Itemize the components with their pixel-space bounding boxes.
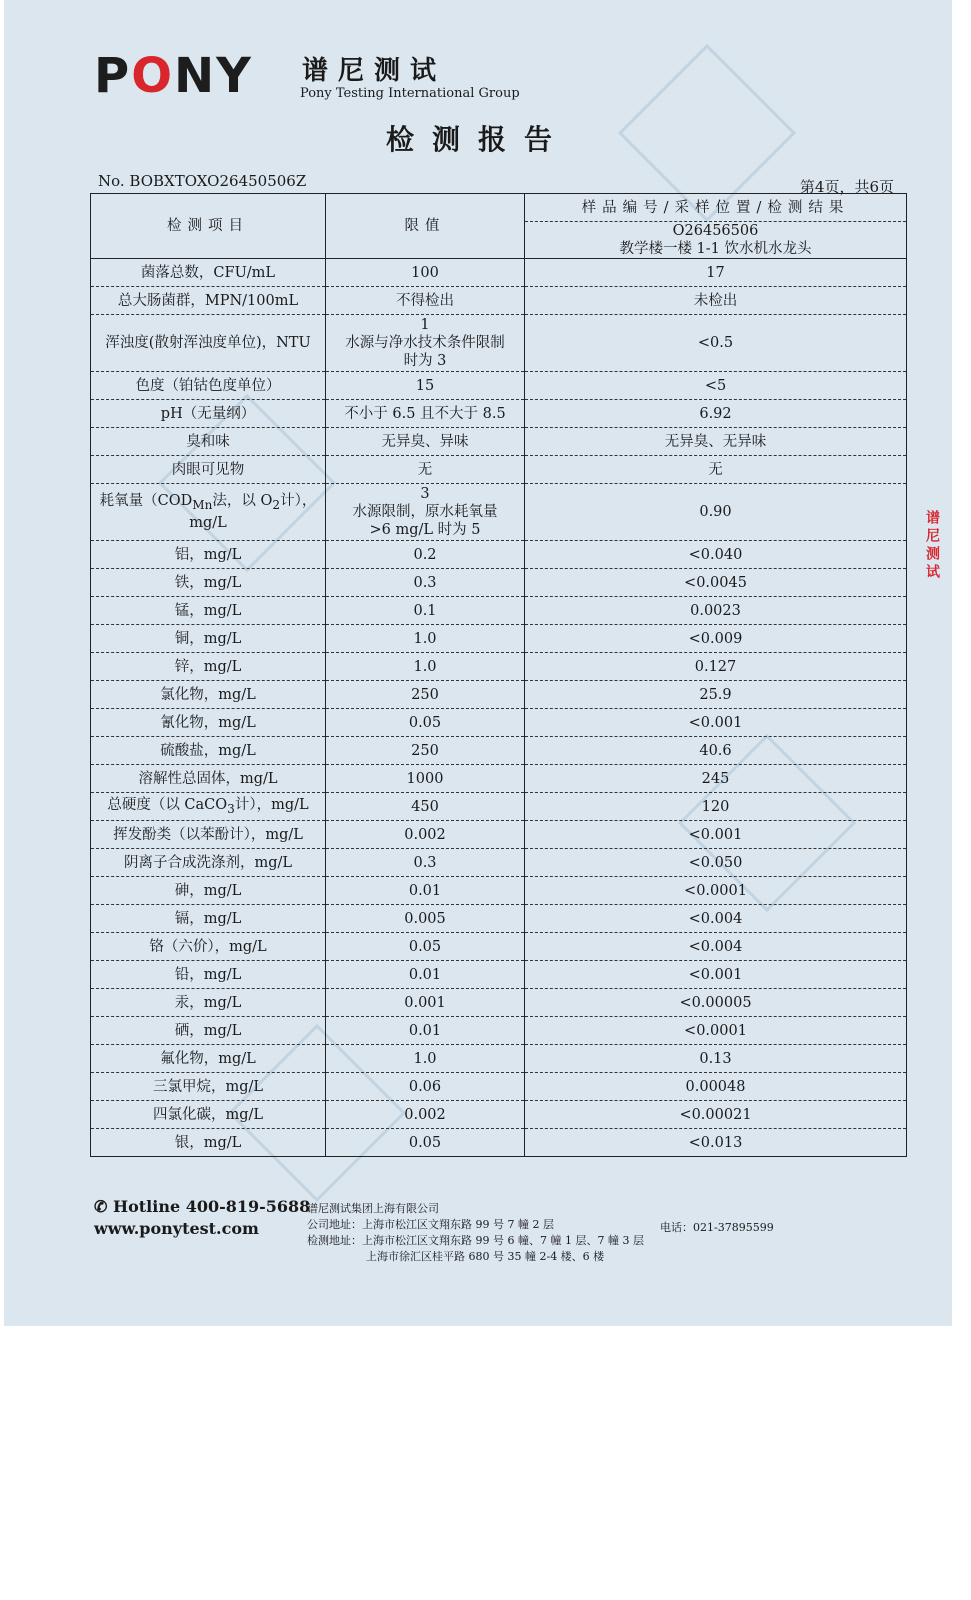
cell-limit (326, 989, 525, 1017)
cell-text: 0.05 (408, 1134, 442, 1151)
cell-limit (326, 849, 525, 877)
cell-result (525, 793, 907, 821)
cell-text: 计）， (280, 493, 317, 510)
cell-result (525, 428, 907, 456)
cell-text: 总硬度（以 CaCO (107, 796, 228, 813)
website-link[interactable]: www.ponytest.com (94, 1219, 259, 1238)
cell-text: 银，mg/L (174, 1134, 242, 1151)
cell-limit (326, 681, 525, 709)
report-number: No. BOBXTOXO26450506Z (98, 172, 307, 190)
table-row (91, 737, 907, 765)
cell-result (525, 372, 907, 400)
cell-text: 0.01 (408, 966, 442, 983)
cell-result (525, 1017, 907, 1045)
cell-text: 0.06 (408, 1078, 442, 1095)
cell-limit (326, 287, 525, 315)
table-row (91, 961, 907, 989)
cell-text: <0.009 (688, 630, 743, 647)
cell-text: 硒，mg/L (174, 1022, 242, 1039)
cell-text: 1000 (406, 770, 444, 787)
cell-item (91, 372, 326, 400)
cell-item (91, 737, 326, 765)
cell-subscript: 3 (227, 801, 235, 816)
cell-limit (326, 1017, 525, 1045)
table-row (91, 1129, 907, 1157)
cell-limit (326, 400, 525, 428)
table-row (91, 1017, 907, 1045)
cell-text: <0.001 (688, 966, 743, 983)
cell-text: 氰化物，mg/L (160, 714, 256, 731)
cell-item (91, 765, 326, 793)
report-page (4, 0, 952, 1326)
cell-result (525, 681, 907, 709)
logo-wordmark: PONY (94, 48, 253, 104)
cell-text: 0.90 (699, 504, 732, 520)
cell-text: 0.002 (404, 1106, 446, 1123)
cell-limit (326, 625, 525, 653)
cell-text: 水源与净水技术条件限制 (345, 335, 505, 351)
table-row (91, 259, 907, 287)
cell-item (91, 259, 326, 287)
cell-item (91, 1017, 326, 1045)
cell-result (525, 989, 907, 1017)
cell-text: 未检出 (693, 292, 738, 309)
table-row (91, 315, 907, 372)
table-row (91, 1045, 907, 1073)
report-title: 检测报告 (385, 123, 570, 156)
cell-item (91, 287, 326, 315)
cell-limit (326, 259, 525, 287)
cell-text: 0.127 (694, 658, 737, 675)
cell-text: 挥发酚类（以苯酚计），mg/L (113, 826, 303, 843)
cell-item (91, 933, 326, 961)
cell-result (525, 877, 907, 905)
cell-text: <0.040 (688, 546, 743, 563)
table-row (91, 372, 907, 400)
cell-item (91, 877, 326, 905)
cell-limit (326, 541, 525, 569)
sample-info (525, 222, 907, 259)
table-row (91, 484, 907, 541)
cell-result (525, 821, 907, 849)
cell-limit (326, 1045, 525, 1073)
table-row (91, 709, 907, 737)
cell-text: <0.004 (688, 910, 743, 927)
cell-result (525, 849, 907, 877)
cell-limit (326, 372, 525, 400)
cell-result (525, 315, 907, 372)
cell-text: 铅，mg/L (174, 966, 242, 983)
cell-text: mg/L (189, 514, 227, 531)
cell-result (525, 709, 907, 737)
footer-contact (94, 1197, 310, 1241)
cell-text: 铜，mg/L (174, 630, 242, 647)
cell-text: 100 (411, 264, 439, 281)
table-row (91, 541, 907, 569)
cell-item (91, 849, 326, 877)
cell-text: 450 (411, 798, 439, 815)
cell-text: 6.92 (699, 405, 732, 422)
cell-text: 色度（铂钴色度单位） (135, 377, 281, 394)
cell-text: 不小于 6.5 且不大于 8.5 (344, 405, 506, 422)
table-row (91, 428, 907, 456)
cell-text: 3 (420, 486, 430, 502)
cell-text: 耗氧量（COD (99, 493, 193, 510)
cell-text: 1.0 (413, 630, 437, 647)
cell-item (91, 456, 326, 484)
cell-text: <0.0001 (684, 882, 747, 899)
table-row (91, 905, 907, 933)
header-limit: 限值 (326, 194, 525, 259)
cell-text: 0.05 (408, 938, 442, 955)
cell-item (91, 400, 326, 428)
cell-limit (326, 765, 525, 793)
cell-item (91, 541, 326, 569)
cell-limit (326, 597, 525, 625)
cell-item (91, 989, 326, 1017)
cell-text: 无异臭、异味 (381, 433, 469, 450)
cell-result (525, 1045, 907, 1073)
cell-text: >6 mg/L 时为 5 (369, 522, 481, 538)
sample-id: O26456506 (672, 223, 759, 239)
cell-text: 肉眼可见物 (171, 461, 245, 478)
cell-result (525, 1073, 907, 1101)
cell-text: 铬（六价），mg/L (149, 938, 267, 955)
cell-text: 15 (415, 377, 435, 394)
cell-limit (326, 793, 525, 821)
cell-limit (326, 821, 525, 849)
cell-text: 无异臭、无异味 (664, 433, 767, 450)
table-row (91, 821, 907, 849)
cell-limit (326, 877, 525, 905)
cell-result (525, 653, 907, 681)
sample-location: 教学楼一楼 1-1 饮水机水龙头 (619, 241, 812, 257)
footer-phone: 电话：021-37895599 (660, 1221, 774, 1234)
cell-text: <0.050 (688, 854, 743, 871)
cell-limit (326, 653, 525, 681)
header-item: 检测项目 (91, 194, 326, 259)
table-row (91, 625, 907, 653)
cell-text: pH（无量纲） (160, 405, 256, 422)
cell-text: 汞，mg/L (174, 994, 242, 1011)
cell-text: 砷，mg/L (174, 882, 242, 899)
cell-limit (326, 933, 525, 961)
table-row (91, 681, 907, 709)
cell-text: 浑浊度(散射浑浊度单位)，NTU (105, 335, 311, 351)
table-row (91, 287, 907, 315)
cell-result (525, 456, 907, 484)
cell-limit (326, 428, 525, 456)
table-row (91, 1073, 907, 1101)
cell-limit (326, 315, 525, 372)
cell-item (91, 597, 326, 625)
table-row (91, 400, 907, 428)
cell-item (91, 1101, 326, 1129)
table-row (91, 933, 907, 961)
table-body (91, 259, 907, 1157)
cell-item (91, 653, 326, 681)
company-logo (94, 48, 520, 104)
cell-result (525, 765, 907, 793)
hotline: ✆ Hotline 400-819-5688 (94, 1197, 311, 1216)
cell-subscript: 2 (272, 497, 281, 512)
cell-result (525, 400, 907, 428)
cell-text: <0.00021 (679, 1106, 752, 1123)
cell-text: 0.01 (408, 1022, 442, 1039)
cell-result (525, 259, 907, 287)
cell-item (91, 315, 326, 372)
cell-text: 总大肠菌群，MPN/100mL (117, 292, 299, 309)
cell-text: 0.1 (413, 602, 437, 619)
lab-address: 检测地址：上海市松江区文翔东路 99 号 6 幢、7 幢 1 层、7 幢 3 层 (307, 1234, 644, 1247)
cell-result (525, 961, 907, 989)
cell-text: 氟化物，mg/L (160, 1050, 256, 1067)
cell-limit (326, 1129, 525, 1157)
cell-text: 0.01 (408, 882, 442, 899)
cell-item (91, 1073, 326, 1101)
cell-result (525, 933, 907, 961)
cell-text: 0.3 (413, 574, 437, 591)
cell-result (525, 737, 907, 765)
cell-limit (326, 1073, 525, 1101)
cell-item (91, 428, 326, 456)
table-row (91, 569, 907, 597)
cell-text: 0.002 (404, 826, 446, 843)
cell-item (91, 484, 326, 541)
cell-text: <0.00005 (679, 994, 752, 1011)
cell-text: 0.005 (404, 910, 446, 927)
cell-text: <0.5 (697, 335, 734, 351)
table-row (91, 765, 907, 793)
table-row (91, 793, 907, 821)
cell-text: 无 (708, 461, 723, 478)
cell-text: 臭和味 (186, 433, 230, 450)
cell-item (91, 793, 326, 821)
cell-text: 溶解性总固体，mg/L (138, 770, 278, 787)
cell-limit (326, 709, 525, 737)
page-indicator: 第4页，共6页 (799, 178, 894, 196)
cell-item (91, 961, 326, 989)
cell-text: <0.001 (688, 826, 743, 843)
cell-text: 硫酸盐，mg/L (160, 742, 256, 759)
cell-item (91, 569, 326, 597)
cell-text: 40.6 (699, 742, 732, 759)
cell-limit (326, 737, 525, 765)
cell-limit (326, 1101, 525, 1129)
cell-result (525, 569, 907, 597)
cell-limit (326, 569, 525, 597)
cell-item (91, 709, 326, 737)
cell-result (525, 287, 907, 315)
cell-text: 时为 3 (403, 353, 447, 369)
cell-subscript: Mn (192, 497, 213, 512)
table-header-row (91, 194, 907, 222)
cell-text: 法，以 O (212, 493, 273, 510)
cell-text: 三氯甲烷，mg/L (152, 1078, 264, 1095)
cell-result (525, 541, 907, 569)
cell-text: 阴离子合成洗涤剂，mg/L (123, 854, 293, 871)
table-row (91, 1101, 907, 1129)
cell-text: 0.3 (413, 854, 437, 871)
cell-text: 不得检出 (396, 292, 454, 309)
cell-text: 0.001 (404, 994, 446, 1011)
lab-address-2: 上海市徐汇区桂平路 680 号 35 幢 2-4 楼、6 楼 (366, 1250, 605, 1263)
cell-result (525, 1101, 907, 1129)
table-row (91, 597, 907, 625)
cell-text: 17 (706, 264, 725, 281)
cell-text: 1.0 (413, 1050, 437, 1067)
cell-text: 无 (417, 461, 433, 478)
cell-text: 1.0 (413, 658, 437, 675)
cell-text: 0.13 (699, 1050, 732, 1067)
cell-text: 镉，mg/L (174, 910, 242, 927)
cell-limit (326, 456, 525, 484)
cell-text: <0.013 (688, 1134, 743, 1151)
cell-item (91, 1129, 326, 1157)
cell-text: 铝，mg/L (174, 546, 242, 563)
cell-text: 0.2 (413, 546, 437, 563)
table-row (91, 877, 907, 905)
cell-text: 245 (701, 770, 730, 787)
cell-text: <0.001 (688, 714, 743, 731)
footer-address (307, 1201, 644, 1265)
cell-text: 120 (701, 798, 730, 815)
cell-text: 水源限制，原水耗氧量 (352, 504, 498, 520)
company-address: 公司地址：上海市松江区文翔东路 99 号 7 幢 2 层 (307, 1218, 554, 1231)
cell-result (525, 905, 907, 933)
table-row (91, 456, 907, 484)
cell-text: 0.00048 (685, 1078, 746, 1095)
cell-text: 菌落总数，CFU/mL (140, 264, 276, 281)
seal-stamp-fragment: 谱尼测试 (924, 510, 940, 582)
cell-text: 25.9 (699, 686, 732, 703)
results-table (90, 193, 907, 1157)
cell-text: 250 (411, 742, 439, 759)
cell-text: <0.0001 (684, 1022, 747, 1039)
table-row (91, 653, 907, 681)
cell-item (91, 821, 326, 849)
cell-item (91, 905, 326, 933)
logo-chinese-name: 谱尼测试 (302, 56, 447, 86)
cell-text: <5 (704, 377, 727, 394)
cell-text: 0.05 (408, 714, 442, 731)
cell-item (91, 1045, 326, 1073)
cell-text: 铁，mg/L (174, 574, 242, 591)
cell-result (525, 1129, 907, 1157)
table-row (91, 849, 907, 877)
logo-english-name: Pony Testing International Group (300, 86, 520, 101)
cell-item (91, 625, 326, 653)
cell-text: <0.004 (688, 938, 743, 955)
header-result: 样品编号/采样位置/检测结果 (525, 194, 907, 222)
cell-text: 0.0023 (690, 602, 741, 619)
cell-limit (326, 961, 525, 989)
cell-result (525, 625, 907, 653)
cell-text: 计），mg/L (234, 796, 309, 813)
cell-text: 锌，mg/L (174, 658, 242, 675)
cell-text: 1 (420, 317, 430, 333)
cell-item (91, 681, 326, 709)
company-name: 谱尼测试集团上海有限公司 (307, 1202, 439, 1215)
cell-text: 锰，mg/L (174, 602, 242, 619)
cell-text: 氯化物，mg/L (160, 686, 256, 703)
cell-text: 四氯化碳，mg/L (152, 1106, 264, 1123)
cell-limit (326, 484, 525, 541)
table-row (91, 989, 907, 1017)
cell-limit (326, 905, 525, 933)
cell-text: <0.0045 (684, 574, 747, 591)
cell-result (525, 484, 907, 541)
cell-text: 250 (411, 686, 439, 703)
cell-result (525, 597, 907, 625)
